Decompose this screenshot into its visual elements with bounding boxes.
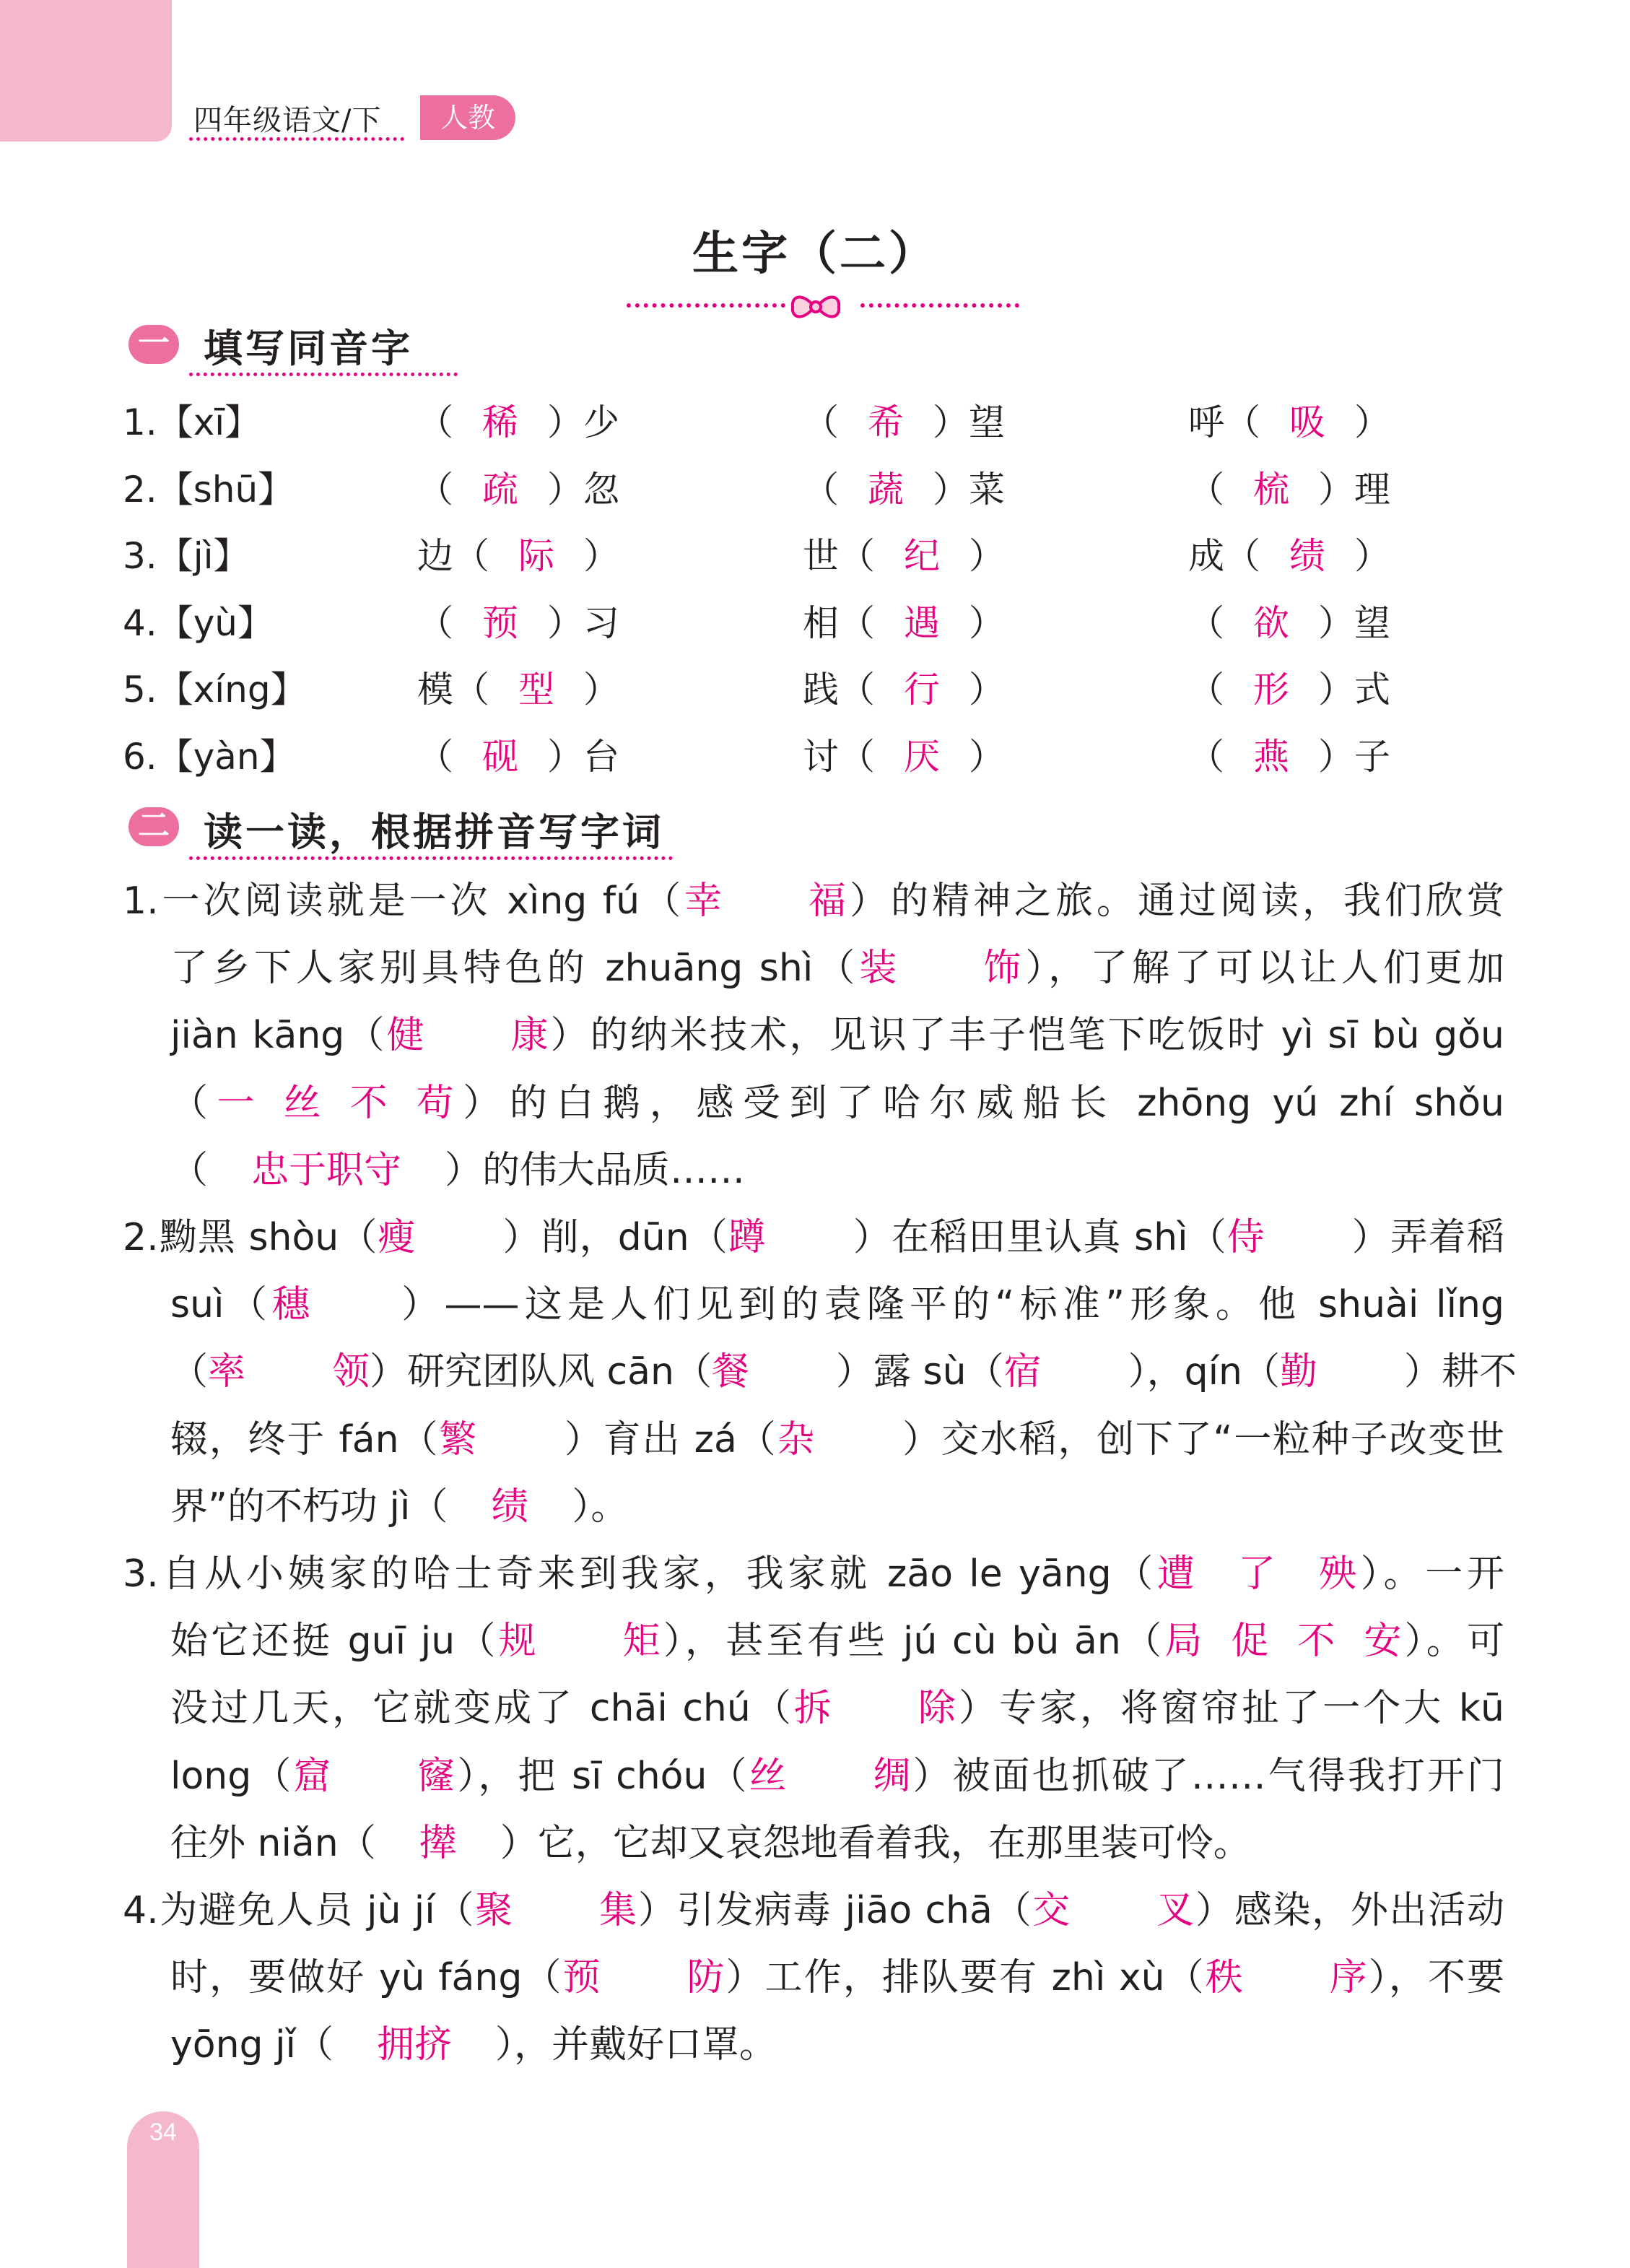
answer-text: 稀	[482, 401, 518, 443]
homophone-item	[803, 527, 1005, 579]
homophone-row-label: 2.【shū】	[123, 469, 295, 510]
item-text: ）	[969, 669, 1005, 711]
answer-text: 交叉	[1032, 1889, 1195, 1932]
answer-text: 蹲	[728, 1216, 766, 1259]
section2-divider	[189, 856, 673, 860]
publisher-badge: 人教	[420, 95, 515, 140]
item-text: 边（	[417, 535, 489, 577]
paragraph-line	[170, 2016, 1504, 2074]
answer-text: 希	[868, 401, 904, 443]
paragraph-text: ）的白鹅，感受到了哈尔威船长 zhōng yú zhí shǒu	[453, 1081, 1504, 1125]
paragraph-text: ）它，它却又哀怨地看着我，在那里装可怜。	[500, 1821, 1251, 1865]
answer-text: 撵	[419, 1821, 457, 1865]
answer-text: 杂	[777, 1417, 815, 1461]
paragraph-text: 辍，终于 fán（	[170, 1417, 440, 1461]
homophone-item	[417, 527, 619, 579]
paragraph-line	[123, 1882, 1504, 1939]
section2-title: 读一读，根据拼音写字词	[204, 809, 664, 855]
title-divider-left	[627, 303, 785, 308]
homophone-row-label: 5.【xíng】	[123, 669, 307, 711]
answer-text: 绩	[491, 1485, 529, 1529]
answer-text: 繁	[439, 1417, 477, 1461]
item-text: （	[417, 602, 453, 644]
item-text: （	[417, 469, 453, 510]
item-text: 模（	[417, 669, 489, 711]
answer-text: 型	[518, 669, 554, 711]
answer-text: 窟窿	[293, 1754, 456, 1798]
item-text: ）	[583, 535, 619, 577]
item-text: ）菜	[933, 469, 1005, 510]
homophone-item	[417, 728, 619, 780]
homophone-item	[1188, 661, 1390, 713]
paragraph-line	[123, 1545, 1504, 1603]
paragraph-text: 1.一次阅读就是一次 xìng fú（	[123, 879, 685, 923]
answer-text: 绩	[1289, 535, 1325, 577]
answer-text: 忠于职守	[251, 1148, 402, 1192]
paragraph-line	[170, 1007, 1504, 1064]
homophone-item	[1188, 594, 1390, 646]
paragraph-text: 了乡下人家别具特色的 zhuāng shì（	[170, 947, 860, 991]
answer-text: 厌	[904, 736, 940, 778]
homophone-item	[417, 461, 619, 513]
item-text: 相（	[803, 602, 875, 644]
paragraph-line	[170, 1142, 1504, 1199]
answer-text: 一丝不苟	[217, 1081, 454, 1125]
answer-text: 秩序	[1205, 1956, 1367, 2000]
section2-number-badge: 二	[128, 807, 179, 846]
paragraph-line	[170, 1815, 1504, 1872]
answer-text: 健康	[386, 1014, 549, 1058]
item-text: ）习	[547, 602, 619, 644]
paragraph-text: yōng jǐ（	[170, 2023, 334, 2067]
answer-text: 勤	[1279, 1350, 1317, 1394]
item-text: 呼（	[1188, 401, 1260, 443]
paragraph-text: 始它还挺 guī ju（	[170, 1620, 499, 1664]
answer-text: 砚	[482, 736, 518, 778]
homophone-row-label: 6.【yàn】	[123, 736, 296, 778]
section1-number-badge: 一	[128, 325, 179, 364]
homophone-item	[803, 661, 1005, 713]
paragraph-text: ）。可	[1401, 1620, 1504, 1664]
paragraph-text: ）的伟大品质……	[445, 1148, 746, 1192]
item-text: 践（	[803, 669, 875, 711]
header-divider	[189, 137, 404, 141]
answer-text: 遇	[904, 602, 940, 644]
item-text: ）式	[1318, 669, 1390, 711]
homophone-row-label: 4.【yù】	[123, 602, 274, 644]
answer-text: 瘦	[378, 1216, 416, 1259]
item-text: ）忽	[547, 469, 619, 510]
answer-text: 规矩	[498, 1620, 661, 1664]
item-text: （	[417, 401, 453, 443]
paragraph-line	[170, 1074, 1504, 1132]
homophone-item	[417, 661, 619, 713]
paragraph-line	[170, 939, 1504, 997]
answer-text: 丝绸	[749, 1754, 911, 1798]
answer-text: 聚集	[475, 1889, 637, 1932]
homophone-item	[803, 728, 1005, 780]
answer-text: 预防	[562, 1956, 725, 2000]
answer-text: 局促不安	[1164, 1620, 1402, 1664]
paragraph-text: 2.黝黑 shòu（	[123, 1216, 378, 1259]
paragraph-text: ），不要	[1367, 1956, 1504, 2000]
paragraph-text: 时，要做好 yù fáng（	[170, 1956, 563, 2000]
answer-text: 宿	[1003, 1350, 1042, 1394]
answer-text: 梳	[1253, 469, 1289, 510]
paragraph-text: ）感染，外出活动	[1194, 1889, 1504, 1932]
item-text: ）台	[547, 736, 619, 778]
homophone-item	[803, 394, 1005, 446]
answer-text: 燕	[1253, 736, 1289, 778]
homophone-row-label: 3.【jì】	[123, 535, 250, 577]
paragraph-text: ），了解了可以让人们更加	[1021, 947, 1504, 991]
paragraph-text: 3.自从小姨家的哈士奇来到我家，我家就 zāo le yāng（	[123, 1552, 1158, 1596]
paragraph-line	[170, 1276, 1504, 1334]
paragraph-text: ），qín（	[1128, 1350, 1280, 1394]
paragraph-text: jiàn kāng（	[170, 1014, 387, 1058]
homophone-item	[1188, 394, 1390, 446]
paragraph-line	[123, 1209, 1504, 1266]
item-text: ）理	[1318, 469, 1390, 510]
paragraph-line	[170, 1949, 1504, 2007]
paragraph-text: ）削，dūn（	[502, 1216, 728, 1259]
item-text: （	[803, 469, 839, 510]
corner-tab	[0, 0, 172, 142]
item-text: ）	[969, 602, 1005, 644]
paragraph-text: ）——这是人们见到的袁隆平的“标准”形象。他 shuài lǐng	[396, 1283, 1505, 1327]
answer-text: 疏	[482, 469, 518, 510]
answer-text: 纪	[904, 535, 940, 577]
homophone-item	[1188, 527, 1390, 579]
answer-text: 蔬	[868, 469, 904, 510]
paragraph-text: ）专家，将窗帘扯了一个大 kū	[955, 1687, 1504, 1731]
paragraph-line	[170, 1747, 1504, 1805]
paragraph-text: ），把 sī chóu（	[455, 1754, 749, 1798]
page-title: 生字（二）	[692, 227, 938, 281]
paragraph-text: ）工作，排队要有 zhì xù（	[724, 1956, 1206, 2000]
paragraph-text: ）的精神之旅。通过阅读，我们欣赏	[846, 879, 1504, 923]
paragraph-text: （	[170, 1081, 217, 1125]
homophone-item	[803, 461, 1005, 513]
homophone-item	[803, 594, 1005, 646]
paragraph-text: ）。一开	[1356, 1552, 1504, 1596]
paragraph-text: ）弄着稻	[1351, 1216, 1504, 1259]
paragraph-text: ）被面也抓破了……气得我打开门	[910, 1754, 1504, 1798]
paragraph-text: ）的纳米技术，见识了丰子恺笔下吃饭时 yì sī bù gǒu	[548, 1014, 1504, 1058]
answer-text: 拥挤	[376, 2023, 452, 2067]
answer-text: 形	[1253, 669, 1289, 711]
answer-text: 装饰	[859, 947, 1021, 991]
answer-text: 预	[482, 602, 518, 644]
answer-text: 际	[518, 535, 554, 577]
paragraph-text: 往外 niǎn（	[170, 1821, 376, 1865]
paragraph-text: 界”的不朽功 jì（	[170, 1485, 448, 1529]
section1-title: 填写同音字	[204, 326, 413, 371]
item-text: ）	[583, 669, 619, 711]
paragraph-text: long（	[170, 1754, 294, 1798]
answer-text: 餐	[711, 1350, 749, 1394]
item-text: 成（	[1188, 535, 1260, 577]
paragraph-line	[170, 1612, 1504, 1670]
page-number: 34	[149, 2119, 177, 2146]
paragraph-text: ）研究团队风 cān（	[370, 1350, 712, 1394]
homophone-item	[417, 394, 619, 446]
paragraph-text: ）耕不	[1403, 1350, 1517, 1394]
item-text: （	[803, 401, 839, 443]
answer-text: 拆除	[793, 1687, 956, 1731]
item-text: ）子	[1318, 736, 1390, 778]
item-text: （	[1188, 602, 1224, 644]
paragraph-line	[123, 872, 1504, 930]
answer-text: 幸福	[684, 879, 847, 923]
item-text: （	[1188, 669, 1224, 711]
paragraph-text: ），并戴好口罩。	[494, 2023, 777, 2067]
paragraph-line	[170, 1680, 1504, 1737]
grade-label: 四年级语文/下	[193, 104, 382, 137]
title-divider-right	[860, 303, 1019, 308]
answer-text: 侍	[1226, 1216, 1265, 1259]
paragraph-text: 4.为避免人员 jù jí（	[123, 1889, 476, 1932]
item-text: 世（	[803, 535, 875, 577]
paragraph-text: （	[170, 1350, 209, 1394]
item-text: ）望	[933, 401, 1005, 443]
item-text: （	[1188, 736, 1224, 778]
item-text: ）	[1354, 535, 1390, 577]
bow-icon	[788, 290, 843, 323]
answer-text: 率领	[208, 1350, 370, 1394]
paragraph-text: ）育出 zá（	[563, 1417, 777, 1461]
paragraph-text: ）交水稻，创下了“一粒种子改变世	[901, 1417, 1504, 1461]
answer-text: 吸	[1289, 401, 1325, 443]
homophone-item	[417, 594, 619, 646]
answer-text: 穗	[272, 1283, 310, 1327]
paragraph-text: ）。	[572, 1485, 629, 1529]
homophone-item	[1188, 461, 1390, 513]
answer-text: 遭了殃	[1157, 1552, 1357, 1596]
item-text: ）望	[1318, 602, 1390, 644]
section1-divider	[189, 373, 458, 376]
paragraph-text: ）在稻田里认真 shì（	[852, 1216, 1227, 1259]
item-text: （	[1188, 469, 1224, 510]
paragraph-text: 没过几天，它就变成了 chāi chú（	[170, 1687, 794, 1731]
paragraph-text: suì（	[170, 1283, 272, 1327]
paragraph-text: ），甚至有些 jú cù bù ān（	[660, 1620, 1165, 1664]
homophone-row-label: 1.【xī】	[123, 401, 261, 443]
paragraph-line	[170, 1343, 1517, 1401]
paragraph-line	[170, 1478, 1504, 1536]
item-text: （	[417, 736, 453, 778]
answer-text: 欲	[1253, 602, 1289, 644]
item-text: ）	[969, 535, 1005, 577]
paragraph-text: ）露 sù（	[835, 1350, 1004, 1394]
paragraph-text: （	[170, 1148, 209, 1192]
item-text: ）少	[547, 401, 619, 443]
homophone-item	[1188, 728, 1390, 780]
item-text: ）	[969, 736, 1005, 778]
paragraph-line	[170, 1411, 1504, 1469]
item-text: 讨（	[803, 736, 875, 778]
paragraph-text: ）引发病毒 jiāo chā（	[637, 1889, 1033, 1932]
answer-text: 行	[904, 669, 940, 711]
item-text: ）	[1354, 401, 1390, 443]
